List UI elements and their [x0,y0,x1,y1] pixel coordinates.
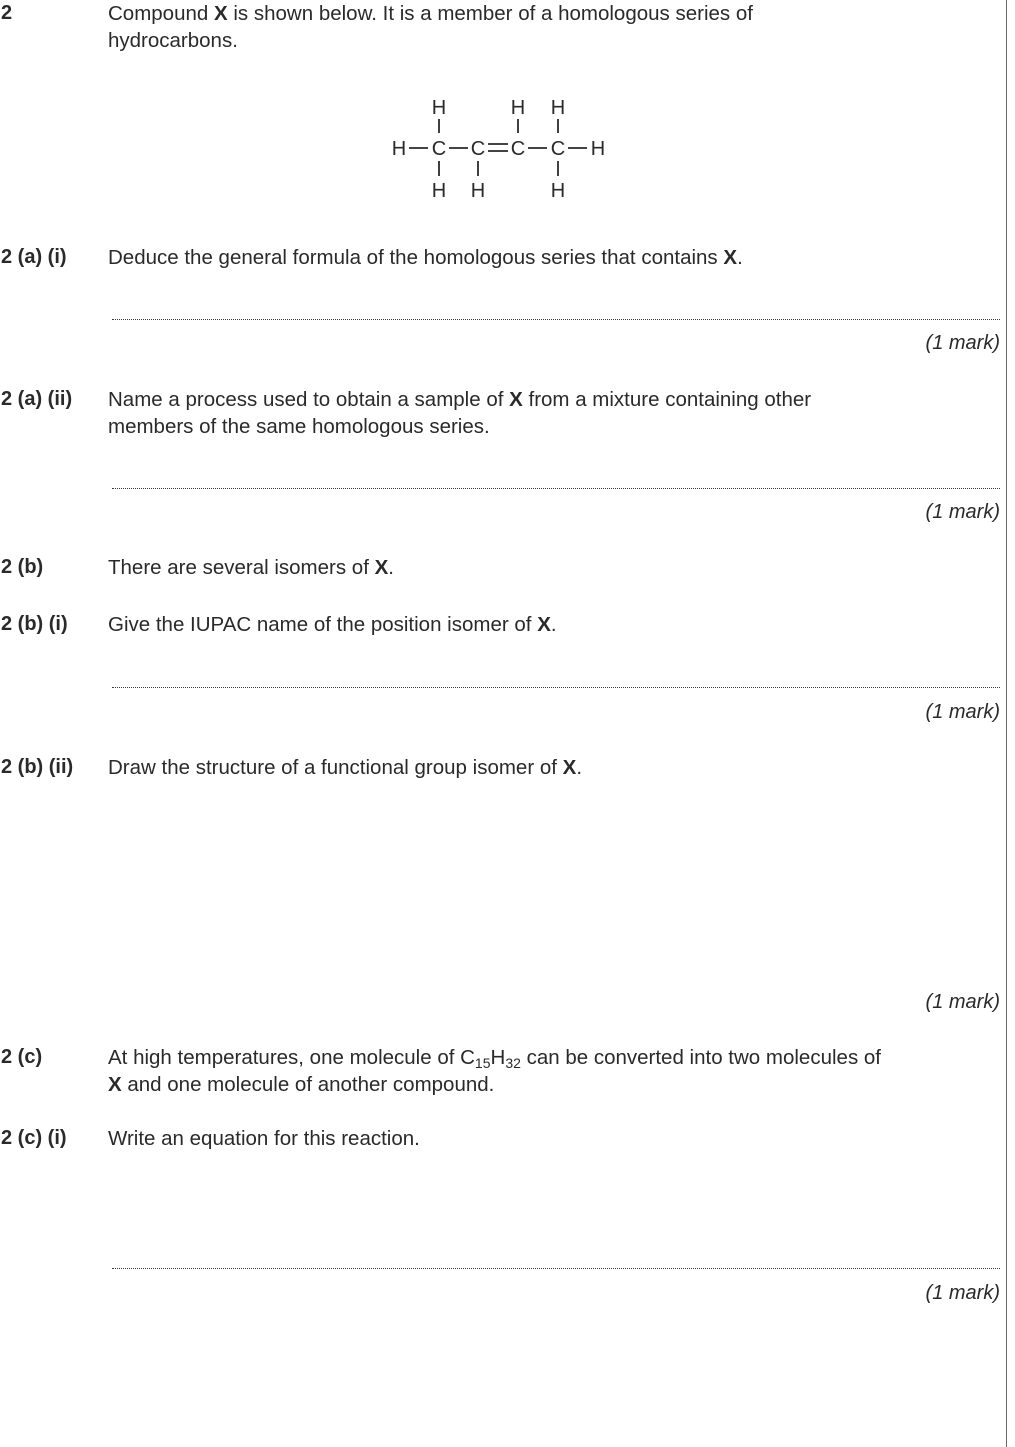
page-right-border [1006,0,1007,1447]
atom-h: H [550,180,566,202]
question-text [108,1044,1003,1098]
question-text-part: from a mixture containing other [522,388,812,411]
compound-label: X [537,613,551,636]
atom-c: C [431,138,447,160]
question-text [108,244,1003,271]
atom-c: C [550,138,566,160]
question-text [108,1125,1003,1152]
subscript: 32 [505,1055,521,1071]
question-intro [108,0,1003,54]
question-number: 2 [1,2,13,24]
question-number: 2 (a) (ii) [1,388,73,410]
question-text [108,386,1003,440]
question-number: 2 (a) (i) [1,246,67,268]
atom-h: H [590,138,606,160]
question-text-part: Give the IUPAC name of the position isomer of [108,613,538,636]
question-text-part: H [490,1046,506,1069]
question-number: 2 (b) (ii) [1,756,74,778]
subscript: 15 [474,1055,491,1071]
atom-h: H [431,97,447,119]
question-text [108,611,1003,638]
question-text-part: There are several isomers of [108,556,375,579]
mark-allocation: (1 mark) [925,1282,1000,1304]
intro-text: Compound [108,2,214,25]
compound-label: X [108,1073,122,1096]
answer-line[interactable] [112,318,1000,322]
question-text-part: Draw the structure of a functional group isomer of [108,756,563,779]
question-text-part: At high temperatures, one molecule of C [108,1046,475,1069]
mark-allocation: (1 mark) [925,991,1000,1013]
compound-label: X [374,556,389,579]
answer-line[interactable] [112,1267,1000,1271]
question-text-part: . [388,556,394,579]
question-text-part: Deduce the general formula of the homologous series that contains [108,246,724,269]
question-text-part: Write an equation for this reaction. [108,1127,420,1150]
mark-allocation: (1 mark) [925,332,1000,354]
answer-line[interactable] [112,686,1000,690]
compound-label: X [723,246,738,269]
question-text-part: can be converted into two molecules of [520,1046,881,1069]
question-number: 2 (c) [1,1046,43,1068]
question-text-part: members of the same homologous series. [108,415,490,438]
question-text-part: and one molecule of another compound. [121,1073,495,1096]
question-text [108,754,1003,781]
mark-allocation: (1 mark) [925,501,1000,523]
intro-text: is shown below. It is a member of a homologous series of [227,2,753,25]
question-text-part: . [737,246,743,269]
mark-allocation: (1 mark) [925,701,1000,723]
question-text [108,554,1003,581]
question-text-part: . [576,756,583,779]
atom-h: H [431,180,447,202]
compound-label: X [213,2,228,25]
structural-formula [380,88,620,210]
intro-text: hydrocarbons. [108,29,238,52]
question-text-part: . [550,613,557,636]
compound-label: X [562,756,577,779]
atom-h: H [550,97,566,119]
question-number: 2 (b) (i) [1,613,68,635]
atom-c: C [510,138,526,160]
question-number: 2 (b) [1,556,44,578]
question-text-part: Name a process used to obtain a sample of [108,388,510,411]
question-number: 2 (c) (i) [1,1127,67,1149]
atom-c: C [470,138,486,160]
atom-h: H [391,138,407,160]
atom-h: H [510,97,526,119]
compound-label: X [509,388,523,411]
atom-h: H [470,180,486,202]
answer-line[interactable] [112,487,1000,491]
